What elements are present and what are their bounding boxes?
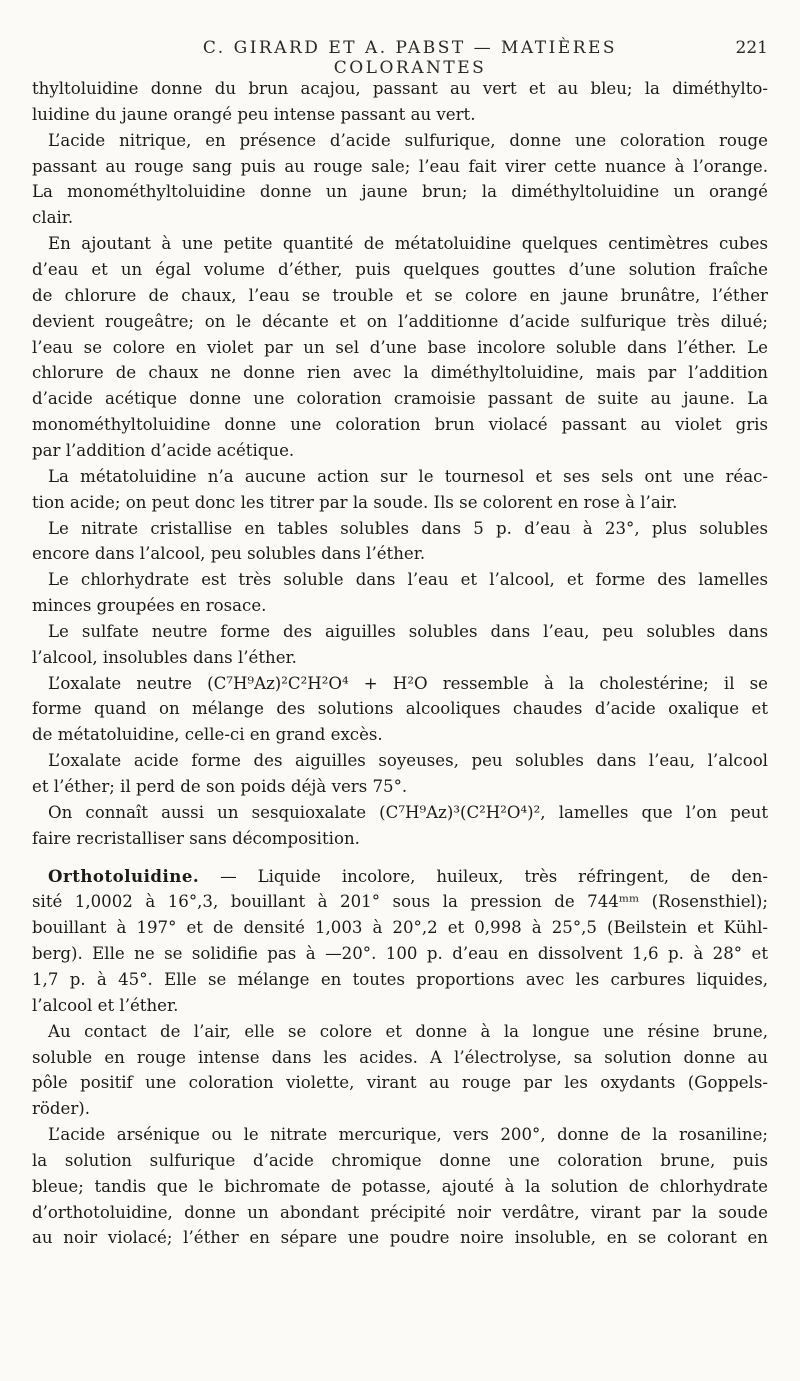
text-line: d’acide acétique donne une coloration cramoisie passant de suite au jaune. La [32, 389, 768, 409]
text-line: L’acide nitrique, en présence d’acide sulfurique, donne une coloration rouge [48, 130, 768, 150]
text-line: l’eau se colore en violet par un sel d’une base incolore soluble dans l’éther. Le [32, 337, 768, 357]
text-line: tion acide; on peut donc les titrer par la soude. Ils se colorent en rose à l’air. [32, 492, 678, 512]
text-line: Le sulfate neutre forme des aiguilles solubles dans l’eau, peu solubles dans [48, 621, 768, 641]
text-line: au noir violacé; l’éther en sépare une poudre noire insoluble, en se colorant en [32, 1228, 768, 1248]
text-line: bleue; tandis que le bichromate de potasse, ajouté à la solution de chlorhydrate [32, 1176, 768, 1196]
text-line: devient rougeâtre; on le décante et on l’additionne d’acide sulfurique très dilué; [32, 311, 768, 331]
text-line: On connaît aussi un sesquioxalate (C⁷H⁹Az)³(C²H²O⁴)², lamelles que l’on peut [48, 802, 768, 822]
text-line: La monométhyltoluidine donne un jaune brun; la diméthyltoluidine un orangé [32, 182, 768, 202]
text-line: La métatoluidine n’a aucune action sur le tournesol et ses sels ont une réac- [48, 466, 768, 486]
section-heading: Orthotoluidine. [48, 865, 200, 886]
text-line: L’oxalate neutre (C⁷H⁹Az)²C²H²O⁴ + H²O ressemble à la cholestérine; il se [48, 673, 768, 693]
text-line: L’oxalate acide forme des aiguilles soyeuses, peu solubles dans l’eau, l’alcool [48, 751, 768, 771]
page-number: 221 [735, 38, 768, 58]
text-line: passant au rouge sang puis au rouge sale; l’eau fait virer cette nuance à l’orange. [32, 156, 768, 176]
text-line: En ajoutant à une petite quantité de métatoluidine quelques centimètres cubes [48, 234, 768, 254]
running-title: C. GIRARD ET A. PABST — MATIÈRES COLORANTES [202, 38, 618, 78]
text-line: faire recristalliser sans décomposition. [32, 828, 360, 848]
text-line: Le nitrate cristallise en tables solubles dans 5 p. d’eau à 23°, plus solubles [48, 518, 768, 538]
text-line: sité 1,0002 à 16°,3, bouillant à 201° sous la pression de 744ᵐᵐ (Rosensthiel); [32, 892, 768, 912]
text-line: clair. [32, 208, 74, 228]
text-line: et l’éther; il perd de son poids déjà vers 75°. [32, 777, 408, 796]
text-line: chlorure de chaux ne donne rien avec la diméthyltoluidine, mais par l’addition [32, 363, 768, 383]
text-line: monométhyltoluidine donne une coloration brun violacé passant au violet gris [32, 415, 768, 435]
text-line: pôle positif une coloration violette, virant au rouge par les oxydants (Goppels- [32, 1073, 768, 1093]
text-line: L’acide arsénique ou le nitrate mercurique, vers 200°, donne de la rosaniline; [48, 1125, 768, 1144]
text-line: encore dans l’alcool, peu solubles dans l’éther. [32, 544, 426, 564]
text-line: par l’addition d’acide acétique. [32, 440, 295, 460]
text-line: soluble en rouge intense dans les acides. A l’électrolyse, sa solution donne au [32, 1047, 768, 1067]
page-header [0, 38, 800, 78]
text-line: bouillant à 197° et de densité 1,003 à 20°,2 et 0,998 à 25°,5 (Beilstein et Kühl- [32, 918, 768, 938]
text-line: d’orthotoluidine, donne un abondant précipité noir verdâtre, virant par la soude [32, 1202, 768, 1222]
text-line: 1,7 p. à 45°. Elle se mélange en toutes proportions avec les carbures liquides, [32, 969, 768, 989]
text-line: forme quand on mélange des solutions alcooliques chaudes d’acide oxalique et [32, 699, 768, 719]
text-line: Orthotoluidine. — Liquide incolore, huileux, très réfringent, de den- [48, 865, 768, 886]
text-line: thyltoluidine donne du brun acajou, passant au vert et au bleu; la diméthylto- [32, 79, 768, 98]
text-line: d’eau et un égal volume d’éther, puis quelques gouttes d’une solution fraîche [32, 259, 768, 279]
text-line: Au contact de l’air, elle se colore et donne à la longue une résine brune, [48, 1021, 768, 1041]
text-line: l’alcool et l’éther. [32, 995, 179, 1015]
text-line: röder). [32, 1099, 91, 1119]
text-line: luidine du jaune orangé peu intense passant au vert. [32, 104, 476, 124]
text-line: de chlorure de chaux, l’eau se trouble et se colore en jaune brunâtre, l’éther [32, 285, 768, 305]
text-line: berg). Elle ne se solidifie pas à —20°. 100 p. d’eau en dissolvent 1,6 p. à 28° et [32, 944, 768, 964]
text-line: la solution sulfurique d’acide chromique donne une coloration brune, puis [32, 1150, 768, 1170]
text-line: Le chlorhydrate est très soluble dans l’eau et l’alcool, et forme des lamelles [48, 570, 768, 590]
text-line: minces groupées en rosace. [32, 596, 267, 615]
text-line: l’alcool, insolubles dans l’éther. [32, 647, 297, 667]
text-line: de métatoluidine, celle-ci en grand excès. [32, 725, 383, 745]
